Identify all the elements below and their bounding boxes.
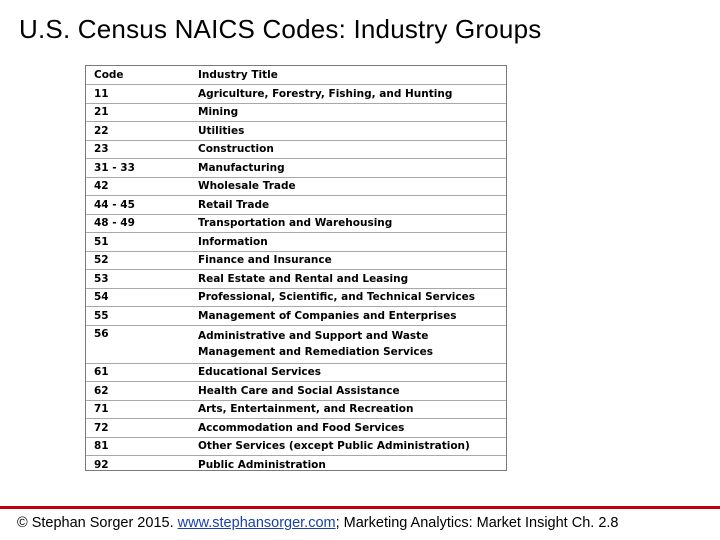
row-industry-title: Management of Companies and Enterprises	[196, 307, 506, 326]
table-row	[86, 270, 506, 289]
row-industry-title: Health Care and Social Assistance	[196, 382, 506, 401]
row-code: 61	[86, 363, 196, 382]
row-industry-title: Retail Trade	[196, 196, 506, 215]
row-industry-title: Educational Services	[196, 363, 506, 382]
header-industry-title: Industry Title	[196, 66, 506, 85]
table-row	[86, 103, 506, 122]
row-code: 62	[86, 382, 196, 401]
row-industry-title: Manufacturing	[196, 159, 506, 178]
table-row	[86, 159, 506, 178]
row-code: 11	[86, 85, 196, 104]
row-industry-title: Utilities	[196, 122, 506, 141]
footer-citation: ; Marketing Analytics: Market Insight Ch. 2.8	[335, 515, 619, 531]
row-industry-title: Accommodation and Food Services	[196, 419, 506, 438]
footer	[17, 515, 618, 531]
row-code: 52	[86, 251, 196, 270]
row-code: 23	[86, 140, 196, 159]
header-code: Code	[86, 66, 196, 85]
table-row	[86, 85, 506, 104]
row-industry-title: Transportation and Warehousing	[196, 214, 506, 233]
row-industry-title-line1: Administrative and Support and Waste	[198, 329, 429, 342]
table-row	[86, 419, 506, 438]
row-industry-title: Information	[196, 233, 506, 252]
row-code: 51	[86, 233, 196, 252]
footer-rule	[0, 506, 720, 509]
table-row	[86, 400, 506, 419]
row-code: 21	[86, 103, 196, 122]
row-code: 31 - 33	[86, 159, 196, 178]
table-row	[86, 307, 506, 326]
table-row	[86, 196, 506, 215]
table-row	[86, 251, 506, 270]
table-row	[86, 437, 506, 456]
row-industry-title: Real Estate and Rental and Leasing	[196, 270, 506, 289]
table-row	[86, 177, 506, 196]
table-row	[86, 122, 506, 141]
row-industry-title: Mining	[196, 103, 506, 122]
table-row	[86, 325, 506, 363]
row-code: 56	[86, 325, 196, 363]
row-industry-title-line2: Management and Remediation Services	[198, 345, 434, 358]
row-industry-title: Arts, Entertainment, and Recreation	[196, 400, 506, 419]
row-code: 42	[86, 177, 196, 196]
table-row	[86, 363, 506, 382]
naics-table	[85, 65, 507, 471]
row-industry-title: Agriculture, Forestry, Fishing, and Hunting	[196, 85, 506, 104]
table-row	[86, 456, 506, 474]
row-code: 54	[86, 288, 196, 307]
row-industry-title: Other Services (except Public Administration)	[196, 437, 506, 456]
row-code: 44 - 45	[86, 196, 196, 215]
slide-title: U.S. Census NAICS Codes: Industry Groups	[19, 14, 542, 44]
row-industry-title: Construction	[196, 140, 506, 159]
table-row	[86, 140, 506, 159]
row-industry-title: Public Administration	[198, 458, 326, 471]
row-industry-title	[196, 325, 506, 363]
table-header-row	[86, 66, 506, 85]
row-industry-title: Finance and Insurance	[196, 251, 506, 270]
table-row	[86, 288, 506, 307]
row-code: 22	[86, 122, 196, 141]
table-row	[86, 214, 506, 233]
row-code: 55	[86, 307, 196, 326]
footer-copyright: © Stephan Sorger 2015.	[17, 515, 178, 531]
row-code: 81	[86, 437, 196, 456]
row-code: 53	[86, 270, 196, 289]
table-row	[86, 233, 506, 252]
row-industry-title: Professional, Scientific, and Technical Services	[196, 288, 506, 307]
footer-website-link[interactable]: www.stephansorger.com	[177, 515, 336, 531]
naics-table-grid	[86, 66, 506, 474]
row-industry-title: Wholesale Trade	[196, 177, 506, 196]
table-row	[86, 382, 506, 401]
row-code: 48 - 49	[86, 214, 196, 233]
row-code: 72	[86, 419, 196, 438]
row-code: 71	[86, 400, 196, 419]
row-code: 92	[94, 458, 109, 471]
